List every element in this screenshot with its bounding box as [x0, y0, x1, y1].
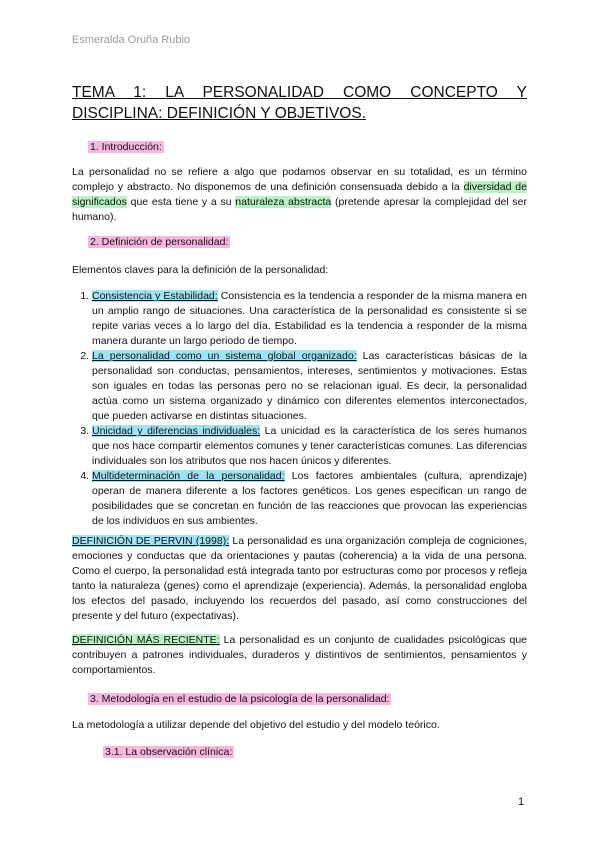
pervin-definition: DEFINICIÓN DE PERVIN (1998): La personalidad es una organización compleja de cogniciones, emociones y conductas que da orientaciones y pautas (coherencia) a la vida de una persona. Como el cuerpo, la personalidad está integrada tanto por estructuras como por procesos y refleja tanto la naturaleza (genes) como el aprendizaje (experiencia). Además, la personalidad engloba los efectos del pasado, incluyendo los recuerdos del pasado, así como construcciones del presente y del futuro (expectativas).: [72, 535, 527, 622]
list-item: 3. Unicidad y diferencias individuales: La unicidad es la característica de los seres humanos que nos hace compartir elementos comunes y tener características comunes. Las diferencias individuales son los atributos que nos hacen únicos y diferentes.: [92, 424, 527, 469]
key-label: Consistencia y Estabilidad:: [92, 290, 218, 302]
highlight-diversidad: diversidad de significados: [72, 181, 527, 208]
page-number: 1: [518, 796, 525, 808]
section-label: 1. Introducción:: [90, 141, 162, 153]
recent-definition: DEFINICIÓN MÁS RECIENTE: La personalidad es un conjunto de cualidades psicológicas que contribuyen a patrones individuales, duraderos y distintivos de sentimientos, pensamientos y comportamientos.: [72, 634, 527, 676]
section-heading-metodologia: [88, 692, 391, 706]
key-label: Unicidad y diferencias individuales:: [92, 425, 261, 437]
key-elements-list: [72, 289, 527, 529]
highlight-naturaleza: naturaleza abstracta: [235, 196, 332, 208]
list-item: 4. Multideterminación de la personalidad: Los factores ambientales (cultura, aprendizaje) operan de manera diferente a los factores genéticos. Los genes especifican un rango de posibilidades que se concretan en función de las reacciones que provocan las experiencias de los individuos en sus ambientes.: [92, 469, 527, 529]
section-heading-definicion: [88, 235, 230, 249]
title-text: TEMA 1: LA PERSONALIDAD COMO CONCEPTO Y DISCIPLINA: DEFINICIÓN Y OBJETIVOS.: [72, 84, 527, 122]
intro-paragraph: La personalidad no se refiere a algo que podamos observar en su totalidad, es un término complejo y abstracto. No disponemos de una definición consensuada debido a la diversidad de significados que esta tiene y a su naturaleza abstracta (pretende apresar la complejidad del ser humano).: [72, 166, 527, 223]
key-label: La personalidad como un sistema global organizado:: [92, 350, 357, 362]
elements-intro: Elementos claves para la definición de la personalidad:: [72, 264, 329, 276]
author-header: Esmeralda Oruña Rubio: [72, 34, 191, 46]
page-title: [72, 82, 527, 124]
list-item: 1. Consistencia y Estabilidad: Consistencia es la tendencia a responder de la misma manera en un amplio rango de situaciones. Una característica de la personalidad es consistente si se repite varias veces a lo largo del día. Estabilidad es la tendencia a responder de la misma manera durante un largo periodo de tiempo.: [92, 289, 527, 349]
pervin-label: DEFINICIÓN DE PERVIN (1998):: [72, 535, 230, 547]
key-label: Multideterminación de la personalidad:: [92, 470, 285, 482]
section-label: 2. Definición de personalidad:: [90, 236, 229, 248]
section-label: 3.1. La observación clínica:: [105, 746, 233, 758]
recent-label: DEFINICIÓN MÁS RECIENTE:: [72, 634, 220, 646]
list-item: 2. La personalidad como un sistema global organizado: Las características básicas de la personalidad son conductas, pensamientos, intereses, sentimientos y motivaciones. Estas son iguales en todas las personas pero no se relacionan igual. Es decir, la personalidad actúa como un sistema organizado y dinámico con diferentes elementos interconectados, que pueden activarse en distintas situaciones.: [92, 349, 527, 424]
section-heading-introduccion: [88, 140, 164, 154]
section-label: 3. Metodología en el estudio de la psicología de la personalidad:: [90, 693, 390, 705]
methodology-paragraph: La metodología a utilizar depende del objetivo del estudio y del modelo teórico.: [72, 719, 440, 731]
section-heading-observacion: [103, 745, 234, 759]
